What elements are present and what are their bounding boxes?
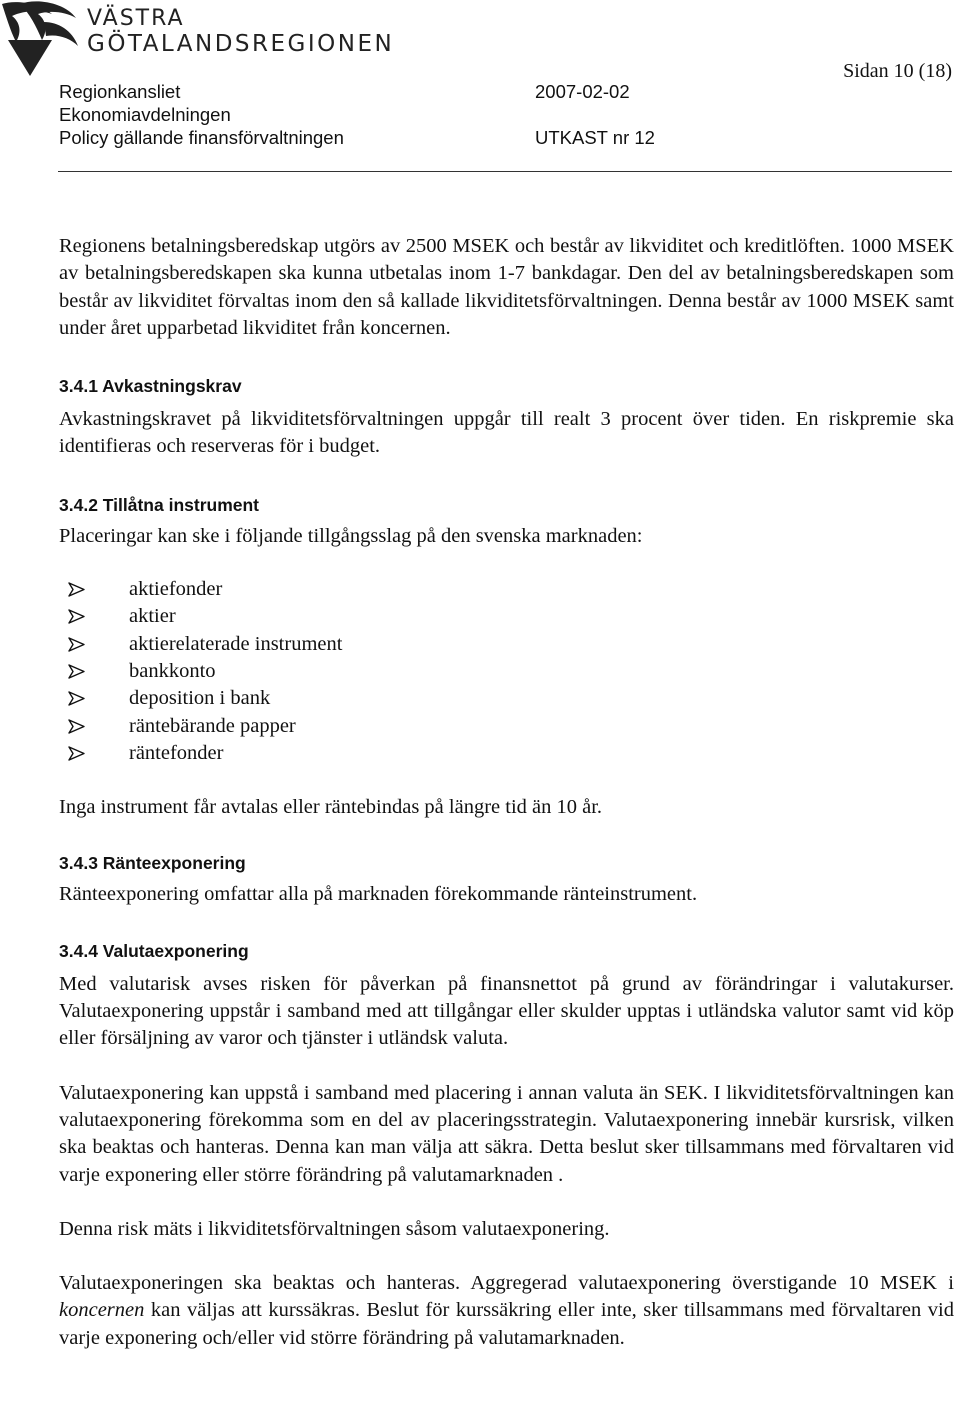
list-item: räntebärande papper — [68, 713, 954, 740]
arrow-bullet-icon — [68, 691, 85, 706]
heading-3-4-3: 3.4.3 Ränteexponering — [59, 853, 246, 874]
paragraph-3-4-2-lead: Placeringar kan ske i följande tillgångsslag på den svenska marknaden: — [59, 524, 643, 547]
arrow-bullet-icon — [68, 637, 85, 652]
document-body — [59, 233, 954, 1352]
region-emblem-icon — [0, 0, 86, 80]
paragraph-3-4-4-1: Med valutarisk avses risken för påverkan på finansnettot på grund av förändringar i valutakurser. Valutaexponering uppstår i samband med att tillgångar eller skulder upptas i utländska valutor samt vid köp eller försäljning av varor och tjänster i utländsk valuta. — [59, 972, 954, 1050]
heading-3-4-4: 3.4.4 Valutaexponering — [59, 940, 249, 961]
arrow-bullet-icon — [68, 719, 85, 734]
header-department: Regionkansliet — [59, 81, 181, 102]
logo-line1: VÄSTRA — [87, 6, 185, 31]
paragraph-3-4-2-after: Inga instrument får avtalas eller räntebindas på längre tid än 10 år. — [59, 796, 603, 819]
list-item: räntefonder — [68, 740, 954, 767]
vastra-gotalandsregionen-logo — [0, 0, 400, 80]
header-date: 2007-02-02 — [535, 81, 630, 102]
header-divider — [58, 171, 952, 172]
paragraph-3-4-1: Avkastningskravet på likviditetsförvaltningen uppgår till realt 3 procent över tiden. En riskpremie ska identifieras och reserveras för i budget. — [59, 408, 954, 458]
paragraph-3-4-4-3: Denna risk mäts i likviditetsförvaltningen såsom valutaexponering. — [59, 1217, 610, 1240]
heading-3-4-2: 3.4.2 Tillåtna instrument — [59, 494, 260, 515]
arrow-bullet-icon — [68, 609, 85, 624]
logo-line2: GÖTALANDSREGIONEN — [87, 31, 395, 57]
intro-paragraph: Regionens betalningsberedskap utgörs av 2500 MSEK och består av likviditet och kreditlöften. 1000 MSEK av betalningsberedskapen ska kunna utbetalas inom 1-7 bankdagar. Den del av betalningsberedskapen som består av likviditet förvaltas inom den så kallade likviditetsförvaltningen. Denna består av 1000 MSEK samt under året upparbetad likviditet från koncernen. — [59, 235, 954, 339]
list-item: aktiefonder — [68, 576, 954, 603]
instrument-list — [59, 576, 954, 767]
list-item: deposition i bank — [68, 685, 954, 712]
header-draft-number: UTKAST nr 12 — [535, 127, 655, 148]
header-document-title: Policy gällande finansförvaltningen — [59, 127, 344, 148]
paragraph-3-4-4-4: Valutaexponeringen ska beaktas och hanteras. Aggregerad valutaexponering överstigande 10 MSEK i koncernen kan väljas att kurssäkras. Beslut för kurssäkring eller inte, sker tillsammans med förvaltaren vid varje exponering och/eller vid större förändring på valutamarknaden. — [59, 1272, 954, 1349]
page-number: Sidan 10 (18) — [843, 60, 952, 82]
arrow-bullet-icon — [68, 746, 85, 761]
emphasis-koncernen: koncernen — [59, 1299, 145, 1322]
list-item: aktier — [68, 603, 954, 630]
paragraph-3-4-4-2: Valutaexponering kan uppstå i samband med placering i annan valuta än SEK. I likviditetsförvaltningen kan valutaexponering förekomma som en del av placeringsstrategin. Valutaexponering innebär kursrisk, vilken ska beaktas och hanteras. Denna kan man välja att säkra. Detta beslut sker tillsammans med förvaltaren vid varje exponering eller större förändring på valutamarknaden . — [59, 1081, 954, 1186]
list-item: aktierelaterade instrument — [68, 631, 954, 658]
arrow-bullet-icon — [68, 664, 85, 679]
list-item: bankkonto — [68, 658, 954, 685]
paragraph-3-4-3: Ränteexponering omfattar alla på marknaden förekommande ränteinstrument. — [59, 883, 698, 906]
heading-3-4-1: 3.4.1 Avkastningskrav — [59, 376, 242, 397]
header-division: Ekonomiavdelningen — [59, 104, 231, 125]
arrow-bullet-icon — [68, 582, 85, 597]
